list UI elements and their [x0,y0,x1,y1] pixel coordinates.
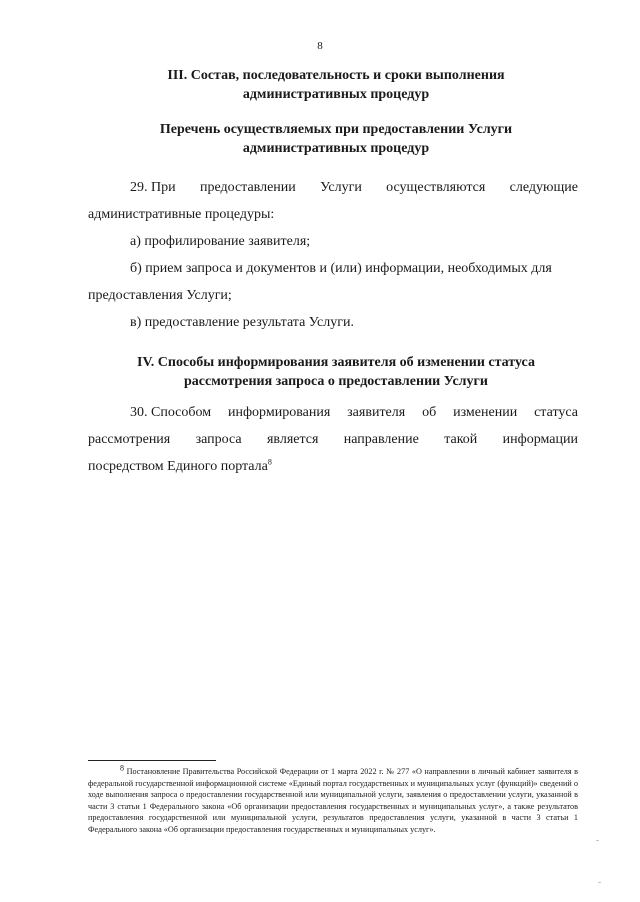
p30-word: такой [444,432,478,447]
footnote-text: Постановление Правительства Российской Федерации от 1 марта 2022 г. № 277 «О направлении в личный кабинет заявителя в федеральной государственной информационной системе «Единый портал государственных и муниципальных услуг (функций)» сведений о ходе выполнения запроса о предоставлении государственной или муниципальной услуги, заявления о предоставлении услуги, указанной в части 3 статьи 1 Федерального закона «Об организации предоставления государственных и муниципальных услуг», а также результатов предоставления государственной или муниципальной услуги, результатов предоставления услуги, указанной в части 3 статьи 1 Федерального закона «Об организации предоставления государственных и муниципальных услуг». [88,767,579,834]
section-iii-title-line2: административных процедур [242,87,430,102]
p29-line1 [130,180,578,196]
section-iv-title-line2: рассмотрения запроса о предоставлении Услуги [184,374,488,389]
p30-line3 [88,459,578,475]
p29-word: осуществляются [386,180,486,195]
footnote-separator [88,760,216,761]
section-iii-subtitle-line2: административных процедур [242,141,430,156]
p29-item-a: а) профилирование заявителя; [130,234,311,249]
section-iv-title-line1: IV. Способы информирования заявителя об изменении статуса [137,355,535,370]
p30-word: рассмотрения [88,432,171,447]
p30-line2 [88,432,578,448]
page-number: 8 [317,40,323,52]
p29-line2: административные процедуры: [88,207,275,222]
p29-word: 29. При [130,180,176,195]
scan-artifact [598,882,601,883]
section-iii-title-line1: III. Состав, последовательность и сроки выполнения [167,68,505,83]
scan-artifact [596,840,599,841]
p29-word: Услуги [320,180,362,195]
section-iii-title [88,66,584,104]
p29-word: предоставлении [199,180,296,195]
p30-word: информирования [228,405,331,420]
footnote-ref-8[interactable]: 8 [267,457,272,467]
p30-line3-text: посредством Единого портала [88,459,268,474]
p30-word: запроса [195,432,242,447]
p30-line1 [130,405,578,421]
footnote-marker: 8 [120,763,124,773]
section-iii-subtitle [88,120,584,158]
p30-word: информации [502,432,578,447]
p30-word: заявителя [347,405,406,420]
p29-item-b-line1: б) прием запроса и документов и (или) информации, необходимых для [130,261,552,276]
p30-word: об [422,405,437,420]
footnote-8 [88,763,579,836]
p29-item-b-line2: предоставления Услуги; [88,288,232,303]
p30-word: является [266,432,319,447]
p30-word: изменении [453,405,518,420]
section-iii-subtitle-line1: Перечень осуществляемых при предоставлении Услуги [159,122,513,137]
section-iv-title [88,353,584,391]
p29-item-c: в) предоставление результата Услуги. [130,315,354,330]
p29-word: следующие [509,180,578,195]
p30-word: 30. Способом [130,405,212,420]
p30-word: направление [343,432,419,447]
p30-word: статуса [534,405,578,420]
